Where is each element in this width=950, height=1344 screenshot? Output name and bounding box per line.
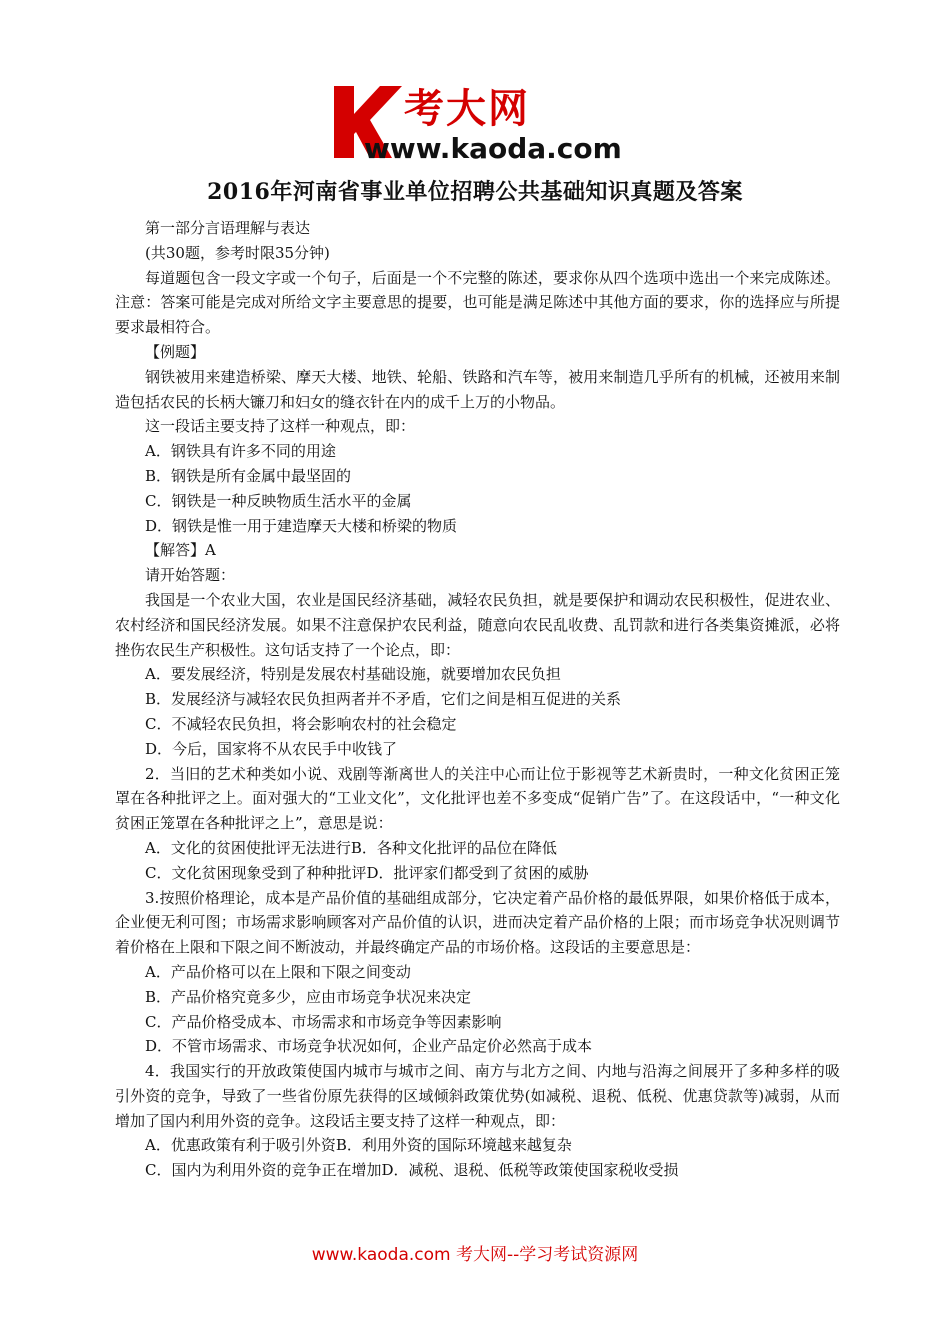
question-option: C．不减轻农民负担，将会影响农村的社会稳定	[145, 714, 457, 733]
question-option: A．文化的贫困使批评无法进行B．各种文化批评的品位在降低	[145, 838, 557, 857]
kaoda-logo	[330, 80, 654, 162]
question-option: B．产品价格究竟多少，应由市场竞争状况来决定	[145, 987, 472, 1006]
svg-text:考大网: 考大网	[404, 86, 530, 132]
question-2: 2．当旧的艺术种类如小说、戏剧等渐离世人的关注中心而让位于影视等艺术新贵时，一种文化贫困正笼罩在各种批评之上。面对强大的“工业文化”，文化批评也差不多变成“促销广告”了。在这段话中，“一种文化贫困正笼罩在各种批评之上”，意思是说：	[115, 764, 840, 833]
example-passage: 钢铁被用来建造桥梁、摩天大楼、地铁、轮船、铁路和汽车等，被用来制造几乎所有的机械，还被用来制造包括农民的长柄大镰刀和妇女的缝衣针在内的成千上万的小物品。	[115, 367, 840, 411]
question-option: C．文化贫困现象受到了种种批评D．批评家们都受到了贫困的威胁	[145, 863, 589, 882]
question-option: B．发展经济与减轻农民负担两者并不矛盾，它们之间是相互促进的关系	[145, 690, 622, 709]
example-option: B．钢铁是所有金属中最坚固的	[145, 466, 352, 485]
example-option: C．钢铁是一种反映物质生活水平的金属	[145, 491, 412, 510]
example-answer: 【解答】A	[145, 541, 216, 560]
question-option: C．产品价格受成本、市场需求和市场竞争等因素影响	[145, 1012, 502, 1031]
question-option: D．今后，国家将不从农民手中收钱了	[145, 739, 398, 758]
svg-text:www.kaoda.com: www.kaoda.com	[364, 132, 622, 162]
question-option: A．要发展经济，特别是发展农村基础设施，就要增加农民负担	[145, 665, 561, 684]
question-4: 4．我国实行的开放政策使国内城市与城市之间、南方与北方之间、内地与沿海之间展开了多种多样的吸引外资的竞争，导致了一些省份原先获得的区域倾斜政策优势(如减税、退税、低税、优惠贷款等)减弱，从而增加了国内利用外资的竞争。这段话主要支持了这样一种观点，即：	[115, 1062, 840, 1130]
question-3: 3.按照价格理论，成本是产品价值的基础组成部分，它决定着产品价格的最低界限，如果价格低于成本，企业便无利可图；市场需求影响顾客对产品价值的认识，进而决定着产品价格的上限；而市场竞争状况则调节着价格在上限和下限之间不断波动，并最终确定产品的市场价格。这段话的主要意思是：	[115, 888, 840, 957]
question-option: A．产品价格可以在上限和下限之间变动	[145, 962, 411, 981]
section-heading: 第一部分言语理解与表达	[145, 219, 311, 237]
start-prompt: 请开始答题：	[145, 566, 236, 585]
example-option: D．钢铁是惟一用于建造摩天大楼和桥梁的物质	[145, 516, 458, 535]
question-option: D．不管市场需求、市场竞争状况如何，企业产品定价必然高于成本	[145, 1037, 593, 1056]
document-title: 2016年河南省事业单位招聘公共基础知识真题及答案	[207, 179, 743, 205]
question-option: C．国内为利用外资的竞争正在增加D．减税、退税、低税等政策使国家税收受损	[145, 1161, 679, 1180]
page-footer: www.kaoda.com 考大网--学习考试资源网	[311, 1245, 639, 1265]
example-question: 这一段话主要支持了这样一种观点，即：	[145, 417, 416, 436]
section-note: (共30题，参考时限35分钟)	[145, 243, 330, 262]
question-1: 我国是一个农业大国，农业是国民经济基础，减轻农民负担，就是要保护和调动农民积极性，促进农业、农村经济和国民经济发展。如果不注意保护农民利益，随意向农民乱收费、乱罚款和进行各类集资摊派，必将挫伤农民生产积极性。这句话支持了一个论点，即：	[115, 590, 840, 659]
example-option: A．钢铁具有许多不同的用途	[145, 442, 336, 461]
instructions: 每道题包含一段文字或一个句子，后面是一个不完整的陈述，要求你从四个选项中选出一个来完成陈述。注意：答案可能是完成对所给文字主要意思的提要，也可能是满足陈述中其他方面的要求，你的选择应与所提要求最相符合。	[115, 268, 840, 337]
document-body	[115, 216, 840, 1183]
question-option: A．优惠政策有利于吸引外资B．利用外资的国际环境越来越复杂	[145, 1136, 572, 1155]
example-heading: 【例题】	[145, 342, 206, 361]
